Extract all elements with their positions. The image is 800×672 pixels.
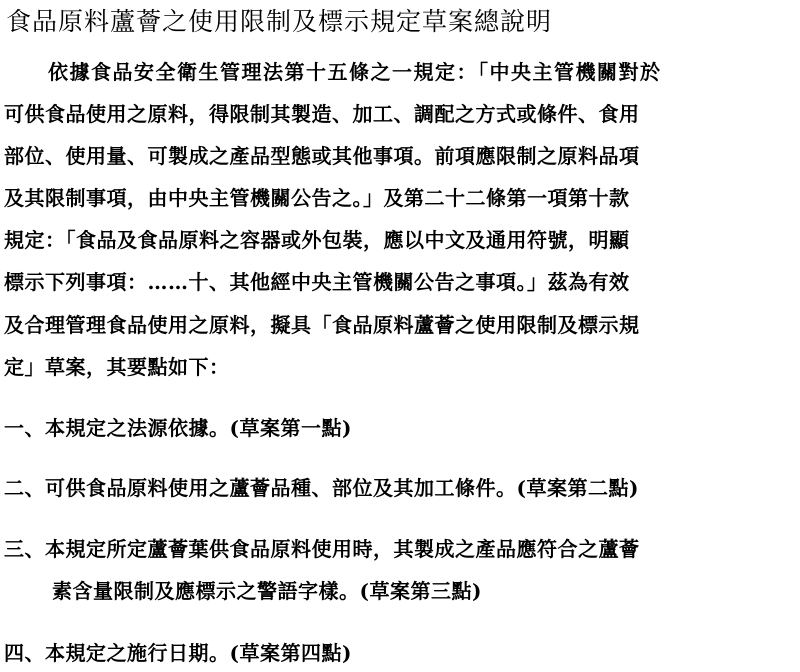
document-title: 食品原料蘆薈之使用限制及標示規定草案總說明 [6,7,553,36]
intro-line-8: 定」草案，其要點如下： [4,355,230,379]
intro-line-3: 部位、使用量、可製成之產品型態或其他事項。前項應限制之原料品項 [4,144,640,168]
intro-line-2: 可供食品使用之原料，得限制其製造、加工、調配之方式或條件、食用 [4,102,640,126]
point-4: 四、本規定之施行日期。(草案第四點) [4,641,352,665]
point-3: 三、本規定所定蘆薈葉供食品原料使用時，其製成之產品應符合之蘆薈 [4,537,640,561]
intro-line-4: 及其限制事項，由中央主管機關公告之。」及第二十二條第一項第十款 [4,186,630,210]
point-3-continuation: 素含量限制及應標示之警語字樣。(草案第三點) [52,579,482,603]
intro-line-5: 規定：「食品及食品原料之容器或外包裝，應以中文及通用符號，明顯 [4,228,630,252]
intro-line-1: 依據食品安全衛生管理法第十五條之一規定：「中央主管機關對於 [48,60,662,84]
point-2: 二、可供食品原料使用之蘆薈品種、部位及其加工條件。(草案第二點) [4,476,639,500]
intro-line-6: 標示下列事項：……十、其他經中央主管機關公告之事項。」茲為有效 [4,270,630,294]
point-1: 一、本規定之法源依據。(草案第一點) [4,416,352,440]
intro-line-7: 及合理管理食品使用之原料，擬具「食品原料蘆薈之使用限制及標示規 [4,313,640,337]
